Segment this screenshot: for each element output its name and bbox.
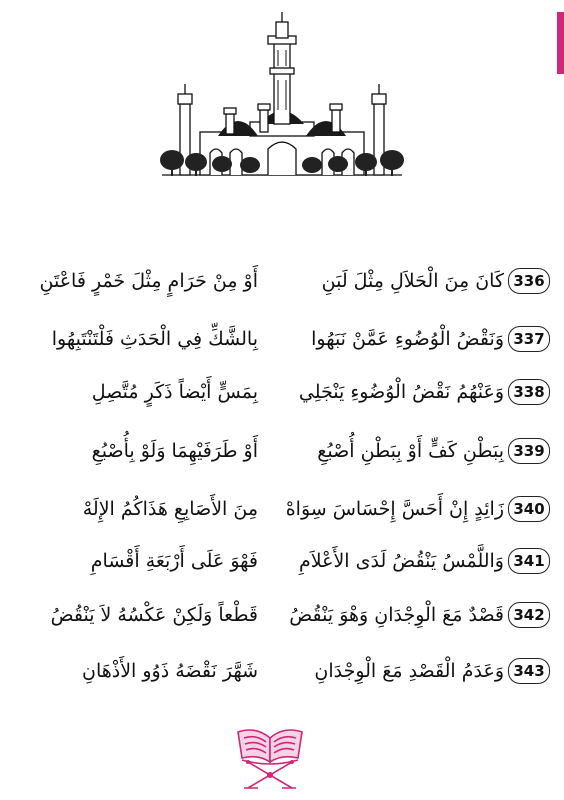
verse-row	[0, 546, 564, 586]
verse-second-hemistich: بِمَسٍّ أَيْضاً ذَكَرٍ مُتَّصِلِ	[91, 381, 258, 403]
verse-row	[0, 436, 564, 476]
verse-second-hemistich: مِنَ الأَصَابِعِ هَذَاكُمُ الإِلَهْ	[82, 498, 258, 520]
verse-row	[0, 600, 564, 640]
verse-row	[0, 266, 564, 306]
verse-second-hemistich: شَهَّرَ نَقْضَهُ ذَوُو الأَذْهَانِ	[82, 660, 258, 682]
verse-first-hemistich: وَنَقْضُ الْوُضُوءِ عَمَّنْ نَبَهُوا	[311, 328, 504, 350]
verse-number-badge: 343	[508, 658, 550, 684]
verse-second-hemistich: بِالشَّكِّ فِي الْحَدَثِ فَلْتَنْتَبِهُوا	[51, 328, 258, 350]
verse-second-hemistich: أَوْ مِنْ حَرَامٍ مِثْلَ خَمْرٍ فَاعْتَنِ	[39, 270, 258, 292]
verse-number-badge: 340	[508, 496, 550, 522]
verse-first-hemistich: وَعَدَمُ الْقَصْدِ مَعَ الْوِجْدَانِ	[314, 660, 504, 682]
verse-row	[0, 377, 564, 417]
verse-number-badge: 337	[508, 326, 550, 352]
verse-first-hemistich: وَاللَّمْسُ يَنْقُضُ لَدَى الأَعْلاَمِ	[299, 550, 504, 572]
verse-row	[0, 494, 564, 534]
verse-number-badge: 341	[508, 548, 550, 574]
verse-row	[0, 324, 564, 364]
verse-second-hemistich: أَوْ طَرَفَيْهِمَا وَلَوْ بِأُصْبُعِ	[91, 440, 258, 462]
verse-number-badge: 336	[508, 268, 550, 294]
quran-stand-icon	[232, 716, 308, 792]
verse-second-hemistich: فَهْوَ عَلَى أَرْبَعَةِ أَقْسَامِ	[90, 550, 258, 572]
verse-row	[0, 656, 564, 696]
verse-number-badge: 342	[508, 602, 550, 628]
verse-number-badge: 338	[508, 379, 550, 405]
verse-first-hemistich: زَائِدٍ إِنْ أَحَسَّ إِحْسَاسَ سِوَاهْ	[285, 498, 504, 520]
verse-first-hemistich: وَعَنْهُمُ نَقْضُ الْوُضُوءِ يَنْجَلِي	[298, 381, 504, 403]
verse-first-hemistich: كَانَ مِنَ الْحَلاَلِ مِثْلَ لَبَنِ	[321, 270, 504, 292]
verse-second-hemistich: قَطْعاً وَلَكِنْ عَكْسُهُ لاَ يَنْقُضُ	[50, 604, 258, 626]
verse-number-badge: 339	[508, 438, 550, 464]
verse-first-hemistich: بِبَطْنِ كَفٍّ أَوْ بِبَطْنِ أُصْبُعِ	[317, 440, 504, 462]
verse-first-hemistich: قَصْدٌ مَعَ الْوِجْدَانِ وَهْوَ يَنْقُضُ	[289, 604, 504, 626]
